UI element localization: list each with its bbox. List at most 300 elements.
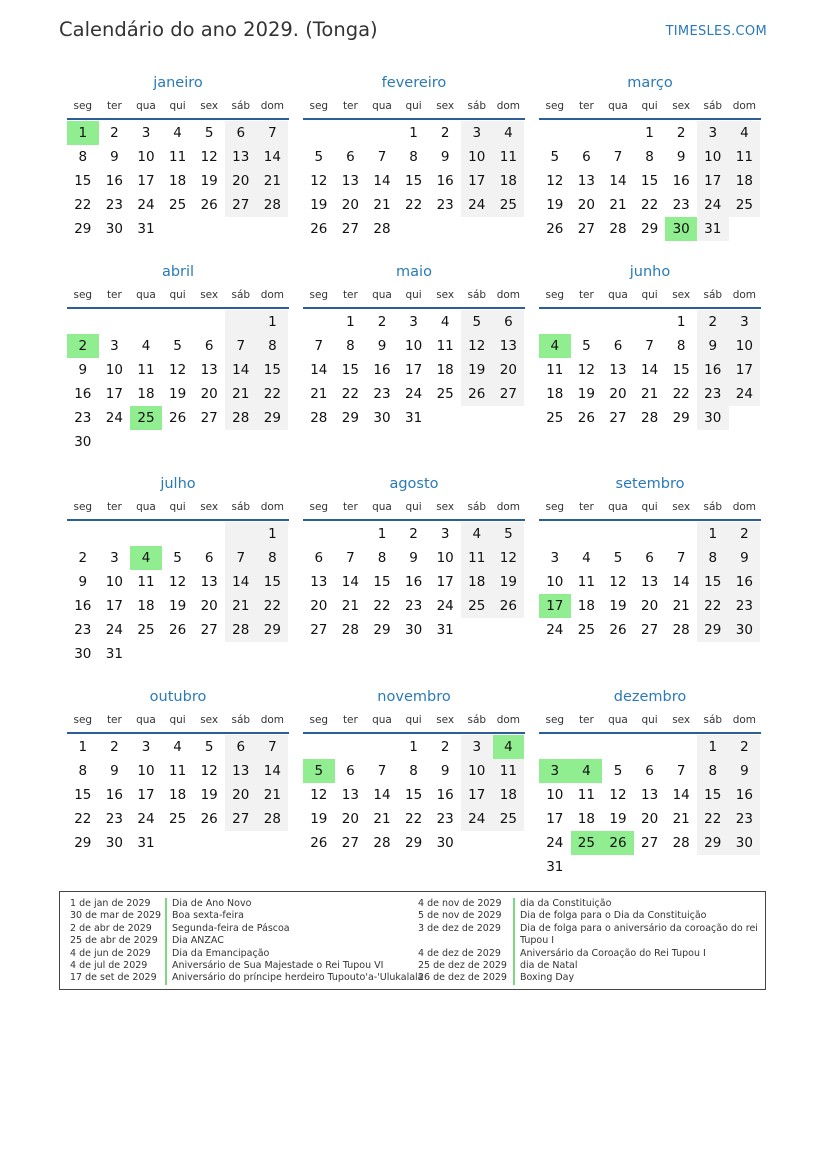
day-cell[interactable]: 5: [314, 149, 324, 165]
day-cell[interactable]: 18: [461, 570, 493, 594]
day-cell[interactable]: 22: [373, 598, 391, 614]
day-cell[interactable]: 18: [168, 173, 187, 189]
day-cell[interactable]: 3: [409, 314, 418, 330]
day-cell[interactable]: 9: [110, 763, 119, 779]
day-cell[interactable]: 7: [676, 550, 686, 566]
day-cell[interactable]: 28: [225, 618, 257, 642]
day-cell[interactable]: 22: [404, 811, 423, 827]
day-cell[interactable]: 17: [105, 598, 123, 614]
day-cell[interactable]: 11: [493, 145, 525, 169]
day-cell[interactable]: 17: [105, 386, 123, 402]
day-cell[interactable]: 31: [105, 646, 123, 662]
day-cell[interactable]: 24: [105, 622, 123, 638]
day-cell[interactable]: 29: [697, 831, 729, 855]
day-cell[interactable]: 27: [310, 622, 328, 638]
day-cell[interactable]: 24: [729, 382, 761, 406]
day-cell[interactable]: 16: [436, 787, 454, 803]
day-cell[interactable]: 12: [168, 574, 187, 590]
day-cell[interactable]: 1: [257, 522, 289, 546]
day-cell[interactable]: 19: [200, 173, 218, 189]
day-cell[interactable]: 12: [200, 763, 218, 779]
day-cell[interactable]: 15: [697, 783, 729, 807]
day-cell[interactable]: 14: [672, 574, 690, 590]
day-cell[interactable]: 17: [436, 574, 454, 590]
day-cell[interactable]: 23: [436, 197, 454, 213]
day-cell[interactable]: 23: [697, 382, 729, 406]
day-cell[interactable]: 15: [404, 173, 423, 189]
day-cell[interactable]: 24: [137, 811, 155, 827]
day-cell[interactable]: 9: [440, 763, 450, 779]
day-cell[interactable]: 23: [436, 811, 454, 827]
day-cell[interactable]: 2: [676, 125, 686, 141]
day-cell[interactable]: 7: [377, 149, 387, 165]
day-cell[interactable]: 27: [493, 382, 525, 406]
day-cell[interactable]: 15: [74, 173, 92, 189]
day-cell[interactable]: 4: [582, 550, 591, 566]
day-cell[interactable]: 16: [74, 598, 92, 614]
day-cell[interactable]: 23: [729, 807, 761, 831]
day-cell[interactable]: 18: [137, 386, 155, 402]
day-cell[interactable]: 30: [105, 835, 123, 851]
day-cell[interactable]: 8: [257, 334, 289, 358]
day-cell[interactable]: 10: [105, 362, 123, 378]
day-cell[interactable]: 13: [640, 574, 659, 590]
day-cell[interactable]: 9: [110, 149, 119, 165]
day-cell[interactable]: 3: [110, 338, 119, 354]
day-cell[interactable]: 5: [582, 338, 591, 354]
day-cell[interactable]: 25: [168, 197, 187, 213]
day-cell[interactable]: 2: [78, 550, 88, 566]
day-cell[interactable]: 1: [78, 739, 88, 755]
day-cell[interactable]: 27: [640, 622, 659, 638]
day-cell[interactable]: 20: [609, 386, 627, 402]
day-cell[interactable]: 8: [697, 546, 729, 570]
day-cell[interactable]: 17: [137, 173, 155, 189]
day-cell[interactable]: 14: [225, 570, 257, 594]
day-cell[interactable]: 27: [225, 193, 257, 217]
day-cell[interactable]: 18: [546, 386, 564, 402]
day-cell[interactable]: 17: [404, 362, 423, 378]
day-cell[interactable]: 21: [225, 382, 257, 406]
day-cell[interactable]: 16: [373, 362, 391, 378]
day-cell[interactable]: 8: [257, 546, 289, 570]
holiday-day-cell[interactable]: 25: [130, 406, 162, 430]
day-cell[interactable]: 18: [436, 362, 454, 378]
day-cell[interactable]: 4: [461, 522, 493, 546]
day-cell[interactable]: 21: [609, 197, 627, 213]
day-cell[interactable]: 26: [200, 197, 218, 213]
day-cell[interactable]: 11: [168, 763, 187, 779]
day-cell[interactable]: 25: [168, 811, 187, 827]
day-cell[interactable]: 24: [105, 410, 123, 426]
day-cell[interactable]: 21: [672, 598, 690, 614]
day-cell[interactable]: 24: [461, 807, 493, 831]
day-cell[interactable]: 14: [672, 787, 690, 803]
day-cell[interactable]: 9: [377, 338, 387, 354]
day-cell[interactable]: 7: [225, 546, 257, 570]
day-cell[interactable]: 28: [672, 622, 690, 638]
day-cell[interactable]: 20: [225, 783, 257, 807]
day-cell[interactable]: 23: [105, 811, 123, 827]
day-cell[interactable]: 28: [373, 221, 391, 237]
day-cell[interactable]: 6: [346, 763, 355, 779]
day-cell[interactable]: 1: [377, 526, 387, 542]
day-cell[interactable]: 7: [377, 763, 387, 779]
day-cell[interactable]: 3: [697, 121, 729, 145]
day-cell[interactable]: 9: [729, 759, 761, 783]
day-cell[interactable]: 2: [697, 310, 729, 334]
day-cell[interactable]: 2: [729, 735, 761, 759]
day-cell[interactable]: 12: [310, 173, 328, 189]
day-cell[interactable]: 22: [341, 386, 359, 402]
day-cell[interactable]: 14: [373, 787, 391, 803]
day-cell[interactable]: 7: [225, 334, 257, 358]
day-cell[interactable]: 13: [200, 574, 218, 590]
day-cell[interactable]: 7: [314, 338, 324, 354]
day-cell[interactable]: 6: [225, 735, 257, 759]
day-cell[interactable]: 26: [609, 622, 627, 638]
day-cell[interactable]: 26: [546, 221, 564, 237]
day-cell[interactable]: 3: [461, 735, 493, 759]
day-cell[interactable]: 5: [613, 550, 623, 566]
day-cell[interactable]: 6: [204, 550, 214, 566]
day-cell[interactable]: 29: [640, 221, 659, 237]
day-cell[interactable]: 21: [225, 594, 257, 618]
day-cell[interactable]: 31: [697, 217, 729, 241]
day-cell[interactable]: 16: [105, 173, 123, 189]
day-cell[interactable]: 13: [609, 362, 627, 378]
day-cell[interactable]: 20: [200, 598, 218, 614]
day-cell[interactable]: 15: [257, 358, 289, 382]
day-cell[interactable]: 29: [74, 221, 92, 237]
day-cell[interactable]: 9: [78, 574, 88, 590]
day-cell[interactable]: 13: [577, 173, 595, 189]
day-cell[interactable]: 29: [672, 410, 690, 426]
day-cell[interactable]: 15: [74, 787, 92, 803]
day-cell[interactable]: 8: [645, 149, 654, 165]
day-cell[interactable]: 8: [78, 763, 88, 779]
day-cell[interactable]: 19: [546, 197, 564, 213]
day-cell[interactable]: 7: [645, 338, 654, 354]
day-cell[interactable]: 20: [577, 197, 595, 213]
day-cell[interactable]: 24: [461, 193, 493, 217]
day-cell[interactable]: 11: [729, 145, 761, 169]
day-cell[interactable]: 7: [613, 149, 623, 165]
holiday-day-cell[interactable]: 4: [571, 759, 603, 783]
day-cell[interactable]: 26: [168, 622, 187, 638]
day-cell[interactable]: 30: [105, 221, 123, 237]
day-cell[interactable]: 2: [440, 739, 450, 755]
day-cell[interactable]: 18: [168, 787, 187, 803]
day-cell[interactable]: 31: [546, 859, 564, 875]
day-cell[interactable]: 24: [436, 598, 454, 614]
day-cell[interactable]: 17: [729, 358, 761, 382]
day-cell[interactable]: 5: [493, 522, 525, 546]
day-cell[interactable]: 27: [341, 835, 359, 851]
day-cell[interactable]: 13: [225, 145, 257, 169]
day-cell[interactable]: 23: [672, 197, 690, 213]
holiday-day-cell[interactable]: 4: [130, 546, 162, 570]
day-cell[interactable]: 15: [697, 570, 729, 594]
day-cell[interactable]: 3: [729, 310, 761, 334]
day-cell[interactable]: 9: [409, 550, 418, 566]
day-cell[interactable]: 27: [577, 221, 595, 237]
day-cell[interactable]: 9: [78, 362, 88, 378]
day-cell[interactable]: 20: [493, 358, 525, 382]
day-cell[interactable]: 19: [493, 570, 525, 594]
day-cell[interactable]: 27: [640, 835, 659, 851]
day-cell[interactable]: 27: [341, 221, 359, 237]
day-cell[interactable]: 24: [404, 386, 423, 402]
day-cell[interactable]: 14: [225, 358, 257, 382]
day-cell[interactable]: 5: [204, 739, 214, 755]
day-cell[interactable]: 1: [257, 310, 289, 334]
day-cell[interactable]: 13: [310, 574, 328, 590]
day-cell[interactable]: 2: [729, 522, 761, 546]
day-cell[interactable]: 26: [200, 811, 218, 827]
day-cell[interactable]: 1: [409, 125, 418, 141]
day-cell[interactable]: 4: [141, 338, 151, 354]
day-cell[interactable]: 26: [577, 410, 595, 426]
day-cell[interactable]: 29: [373, 622, 391, 638]
day-cell[interactable]: 6: [645, 763, 654, 779]
day-cell[interactable]: 5: [613, 763, 623, 779]
day-cell[interactable]: 19: [168, 598, 187, 614]
day-cell[interactable]: 6: [204, 338, 214, 354]
day-cell[interactable]: 6: [582, 149, 591, 165]
day-cell[interactable]: 16: [729, 570, 761, 594]
day-cell[interactable]: 27: [225, 807, 257, 831]
day-cell[interactable]: 6: [314, 550, 324, 566]
day-cell[interactable]: 16: [672, 173, 690, 189]
day-cell[interactable]: 10: [137, 149, 155, 165]
day-cell[interactable]: 18: [729, 169, 761, 193]
day-cell[interactable]: 11: [546, 362, 564, 378]
day-cell[interactable]: 9: [729, 546, 761, 570]
day-cell[interactable]: 10: [546, 574, 564, 590]
day-cell[interactable]: 4: [440, 314, 450, 330]
holiday-day-cell[interactable]: 4: [539, 334, 571, 358]
day-cell[interactable]: 10: [546, 787, 564, 803]
day-cell[interactable]: 5: [461, 310, 493, 334]
day-cell[interactable]: 25: [493, 807, 525, 831]
day-cell[interactable]: 27: [609, 410, 627, 426]
day-cell[interactable]: 8: [409, 763, 418, 779]
day-cell[interactable]: 5: [173, 338, 182, 354]
day-cell[interactable]: 4: [729, 121, 761, 145]
day-cell[interactable]: 17: [546, 811, 564, 827]
day-cell[interactable]: 22: [672, 386, 690, 402]
holiday-day-cell[interactable]: 26: [602, 831, 634, 855]
day-cell[interactable]: 1: [676, 314, 686, 330]
day-cell[interactable]: 30: [729, 618, 761, 642]
day-cell[interactable]: 12: [609, 787, 627, 803]
day-cell[interactable]: 16: [729, 783, 761, 807]
day-cell[interactable]: 8: [409, 149, 418, 165]
holiday-day-cell[interactable]: 2: [67, 334, 99, 358]
day-cell[interactable]: 8: [676, 338, 686, 354]
day-cell[interactable]: 29: [74, 835, 92, 851]
day-cell[interactable]: 5: [204, 125, 214, 141]
day-cell[interactable]: 11: [137, 574, 155, 590]
day-cell[interactable]: 6: [613, 338, 623, 354]
day-cell[interactable]: 13: [225, 759, 257, 783]
day-cell[interactable]: 3: [550, 550, 560, 566]
day-cell[interactable]: 30: [729, 831, 761, 855]
day-cell[interactable]: 22: [257, 594, 289, 618]
day-cell[interactable]: 19: [577, 386, 595, 402]
day-cell[interactable]: 11: [168, 149, 187, 165]
day-cell[interactable]: 12: [609, 574, 627, 590]
holiday-day-cell[interactable]: 25: [571, 831, 603, 855]
day-cell[interactable]: 23: [74, 410, 92, 426]
day-cell[interactable]: 11: [137, 362, 155, 378]
day-cell[interactable]: 31: [137, 835, 155, 851]
holiday-day-cell[interactable]: 5: [303, 759, 335, 783]
day-cell[interactable]: 15: [672, 362, 690, 378]
day-cell[interactable]: 11: [577, 787, 595, 803]
day-cell[interactable]: 2: [110, 739, 119, 755]
day-cell[interactable]: 29: [404, 835, 423, 851]
day-cell[interactable]: 30: [74, 434, 92, 450]
day-cell[interactable]: 3: [440, 526, 450, 542]
day-cell[interactable]: 1: [697, 522, 729, 546]
day-cell[interactable]: 28: [310, 410, 328, 426]
day-cell[interactable]: 2: [110, 125, 119, 141]
day-cell[interactable]: 13: [200, 362, 218, 378]
day-cell[interactable]: 19: [461, 358, 493, 382]
day-cell[interactable]: 22: [404, 197, 423, 213]
day-cell[interactable]: 5: [550, 149, 560, 165]
day-cell[interactable]: 28: [257, 193, 289, 217]
day-cell[interactable]: 31: [137, 221, 155, 237]
holiday-day-cell[interactable]: 4: [493, 735, 525, 759]
day-cell[interactable]: 26: [493, 594, 525, 618]
day-cell[interactable]: 13: [341, 173, 359, 189]
day-cell[interactable]: 14: [609, 173, 627, 189]
day-cell[interactable]: 21: [373, 811, 391, 827]
day-cell[interactable]: 25: [137, 622, 155, 638]
day-cell[interactable]: 19: [168, 386, 187, 402]
day-cell[interactable]: 20: [341, 197, 359, 213]
day-cell[interactable]: 25: [436, 386, 454, 402]
day-cell[interactable]: 4: [173, 125, 182, 141]
day-cell[interactable]: 17: [461, 783, 493, 807]
day-cell[interactable]: 8: [346, 338, 355, 354]
day-cell[interactable]: 22: [640, 197, 659, 213]
day-cell[interactable]: 30: [74, 646, 92, 662]
day-cell[interactable]: 7: [257, 735, 289, 759]
day-cell[interactable]: 8: [78, 149, 88, 165]
day-cell[interactable]: 10: [461, 759, 493, 783]
day-cell[interactable]: 15: [640, 173, 659, 189]
day-cell[interactable]: 15: [373, 574, 391, 590]
day-cell[interactable]: 11: [577, 574, 595, 590]
day-cell[interactable]: 16: [436, 173, 454, 189]
day-cell[interactable]: 5: [173, 550, 182, 566]
day-cell[interactable]: 21: [373, 197, 391, 213]
day-cell[interactable]: 26: [310, 835, 328, 851]
day-cell[interactable]: 28: [257, 807, 289, 831]
day-cell[interactable]: 10: [436, 550, 454, 566]
day-cell[interactable]: 25: [493, 193, 525, 217]
day-cell[interactable]: 28: [672, 835, 690, 851]
day-cell[interactable]: 24: [546, 622, 564, 638]
day-cell[interactable]: 13: [493, 334, 525, 358]
day-cell[interactable]: 17: [461, 169, 493, 193]
day-cell[interactable]: 23: [729, 594, 761, 618]
day-cell[interactable]: 10: [404, 338, 423, 354]
day-cell[interactable]: 4: [493, 121, 525, 145]
day-cell[interactable]: 8: [377, 550, 387, 566]
holiday-day-cell[interactable]: 1: [67, 121, 99, 145]
day-cell[interactable]: 21: [341, 598, 359, 614]
day-cell[interactable]: 23: [404, 598, 423, 614]
day-cell[interactable]: 10: [105, 574, 123, 590]
day-cell[interactable]: 28: [640, 410, 659, 426]
day-cell[interactable]: 1: [346, 314, 355, 330]
day-cell[interactable]: 16: [404, 574, 423, 590]
day-cell[interactable]: 20: [310, 598, 328, 614]
day-cell[interactable]: 4: [173, 739, 182, 755]
day-cell[interactable]: 12: [493, 546, 525, 570]
day-cell[interactable]: 21: [257, 783, 289, 807]
day-cell[interactable]: 26: [461, 382, 493, 406]
day-cell[interactable]: 28: [609, 221, 627, 237]
day-cell[interactable]: 29: [257, 406, 289, 430]
day-cell[interactable]: 1: [409, 739, 418, 755]
day-cell[interactable]: 8: [697, 759, 729, 783]
day-cell[interactable]: 19: [310, 811, 328, 827]
day-cell[interactable]: 6: [493, 310, 525, 334]
day-cell[interactable]: 22: [74, 197, 92, 213]
day-cell[interactable]: 29: [697, 618, 729, 642]
day-cell[interactable]: 2: [440, 125, 450, 141]
day-cell[interactable]: 30: [404, 622, 423, 638]
day-cell[interactable]: 30: [373, 410, 391, 426]
day-cell[interactable]: 31: [436, 622, 454, 638]
day-cell[interactable]: 26: [168, 410, 187, 426]
day-cell[interactable]: 15: [404, 787, 423, 803]
day-cell[interactable]: 19: [200, 787, 218, 803]
day-cell[interactable]: 15: [341, 362, 359, 378]
day-cell[interactable]: 31: [404, 410, 423, 426]
day-cell[interactable]: 25: [577, 622, 595, 638]
day-cell[interactable]: 18: [493, 783, 525, 807]
day-cell[interactable]: 14: [373, 173, 391, 189]
day-cell[interactable]: 10: [697, 145, 729, 169]
day-cell[interactable]: 9: [440, 149, 450, 165]
day-cell[interactable]: 30: [697, 406, 729, 430]
day-cell[interactable]: 18: [577, 811, 595, 827]
day-cell[interactable]: 6: [346, 149, 355, 165]
day-cell[interactable]: 24: [697, 193, 729, 217]
day-cell[interactable]: 30: [436, 835, 454, 851]
day-cell[interactable]: 11: [461, 546, 493, 570]
day-cell[interactable]: 26: [310, 221, 328, 237]
day-cell[interactable]: 16: [697, 358, 729, 382]
day-cell[interactable]: 17: [697, 169, 729, 193]
day-cell[interactable]: 23: [373, 386, 391, 402]
day-cell[interactable]: 21: [257, 169, 289, 193]
brand-link[interactable]: TIMESLES.COM: [665, 24, 767, 39]
day-cell[interactable]: 23: [105, 197, 123, 213]
day-cell[interactable]: 25: [729, 193, 761, 217]
day-cell[interactable]: 13: [640, 787, 659, 803]
day-cell[interactable]: 3: [141, 739, 151, 755]
day-cell[interactable]: 3: [110, 550, 119, 566]
day-cell[interactable]: 12: [200, 149, 218, 165]
